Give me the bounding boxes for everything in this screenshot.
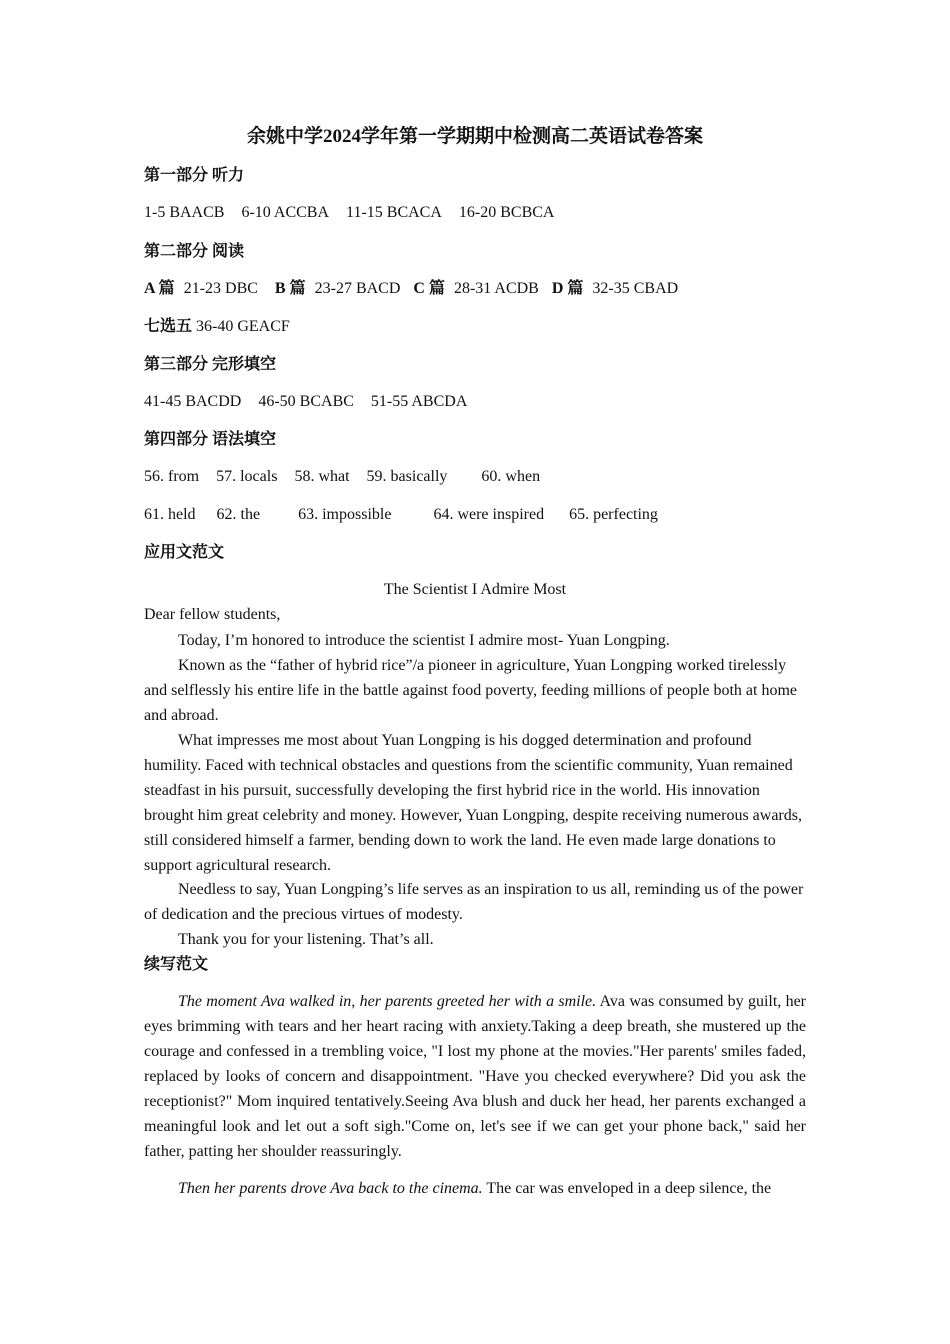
essay-paragraph-1: Today, I’m honored to introduce the scientist I admire most- Yuan Longping. (178, 632, 670, 649)
grammar-answer-62: 62. the (216, 506, 261, 523)
grammar-answer-58: 58. what (294, 468, 350, 485)
passage-c-label: C 篇 (413, 280, 445, 297)
listening-answers (144, 201, 554, 225)
cloze-answer-3: 51-55 ABCDA (370, 393, 468, 410)
passage-d-answer: 32-35 CBAD (592, 280, 679, 297)
cloze-answer-1: 41-45 BACDD (144, 393, 242, 410)
reading-answers (144, 277, 678, 301)
essay-title: The Scientist I Admire Most (383, 581, 567, 598)
grammar-row-2 (144, 503, 658, 527)
passage-b-label: B 篇 (274, 280, 306, 297)
passage-a-label: A 篇 (144, 280, 175, 297)
section-heading-continuation-writing: 续写范文 (144, 956, 209, 973)
section-heading-reading: 第二部分 阅读 (144, 243, 245, 260)
listening-answer-1: 1-5 BAACB (144, 204, 225, 221)
seven-choose-five-answer: 36-40 GEACF (196, 318, 290, 335)
section-heading-cloze: 第三部分 完形填空 (144, 356, 277, 373)
passage-a-answer: 21-23 DBC (183, 280, 258, 297)
grammar-answer-65: 65. perfecting (569, 506, 658, 523)
listening-answer-2: 6-10 ACCBA (241, 204, 330, 221)
section-heading-grammar: 第四部分 语法填空 (144, 431, 277, 448)
essay-paragraph-4: Needless to say, Yuan Longping’s life serves as an inspiration to us all, reminding us of the power of dedication and the precious virtues of modesty. (144, 881, 804, 923)
grammar-answer-60: 60. when (481, 468, 541, 485)
section-heading-listening: 第一部分 听力 (144, 167, 245, 184)
cloze-answers (144, 390, 467, 414)
section-heading-practical-writing: 应用文范文 (144, 544, 225, 561)
grammar-answer-63: 63. impossible (298, 506, 392, 523)
grammar-answer-56: 56. from (144, 468, 200, 485)
passage-c-answer: 28-31 ACDB (453, 280, 539, 297)
grammar-answer-59: 59. basically (366, 468, 448, 485)
continuation-paragraph-2-lead: Then her parents drove Ava back to the cinema. (178, 1180, 483, 1197)
listening-answer-4: 16-20 BCBCA (458, 204, 555, 221)
seven-choose-five (144, 315, 290, 339)
continuation-paragraph-1 (144, 989, 806, 1164)
page-title: 余姚中学2024学年第一学期期中检测高二英语试卷答案 (246, 126, 703, 147)
seven-choose-five-label: 七选五 (144, 318, 193, 335)
continuation-paragraph-1-body: Ava was consumed by guilt, her eyes brimming with tears and her heart racing with anxiety.Taking a deep breath, she mustered up the courage and confessed in a trembling voice, "I lost my phone at the movies."Her parents' smiles faded, replaced by looks of concern and disappointment. "Have you checked everywhere? Did you ask the receptionist?" Mom inquired tentatively.Seeing Ava blush and duck her head, her parents exchanged a meaningful look and let out a soft sigh."Come on, let's see if we can get your phone back," said her father, patting her shoulder reassuringly. (144, 993, 807, 1160)
grammar-row-1 (144, 465, 540, 489)
cloze-answer-2: 46-50 BCABC (258, 393, 354, 410)
continuation-paragraph-2 (144, 1176, 806, 1201)
grammar-answer-57: 57. locals (216, 468, 278, 485)
essay-greeting: Dear fellow students, (144, 606, 281, 623)
passage-d-label: D 篇 (551, 280, 584, 297)
essay-paragraph-3: What impresses me most about Yuan Longping is his dogged determination and profound humility. Faced with technical obstacles and questions from the scientific community, Yuan remained steadfast in his pursuit, successfully developing the first hybrid rice in the world. His innovation brought him great celebrity and money. However, Yuan Longping, despite receiving numerous awards, still considered himself a farmer, bending down to work the land. He even made large donations to support agricultural research. (144, 732, 802, 874)
grammar-answer-64: 64. were inspired (433, 506, 545, 523)
continuation-paragraph-1-lead: The moment Ava walked in, her parents greeted her with a smile. (178, 993, 597, 1010)
continuation-paragraph-2-body: The car was enveloped in a deep silence, the (482, 1180, 772, 1197)
passage-b-answer: 23-27 BACD (314, 280, 401, 297)
listening-answer-3: 11-15 BCACA (346, 204, 442, 221)
essay-paragraph-2: Known as the “father of hybrid rice”/a pioneer in agriculture, Yuan Longping worked tirelessly and selflessly his entire life in the battle against food poverty, feeding millions of people both at home and abroad. (144, 657, 798, 724)
grammar-answer-61: 61. held (144, 506, 196, 523)
essay-paragraph-5: Thank you for your listening. That’s all. (178, 931, 434, 948)
